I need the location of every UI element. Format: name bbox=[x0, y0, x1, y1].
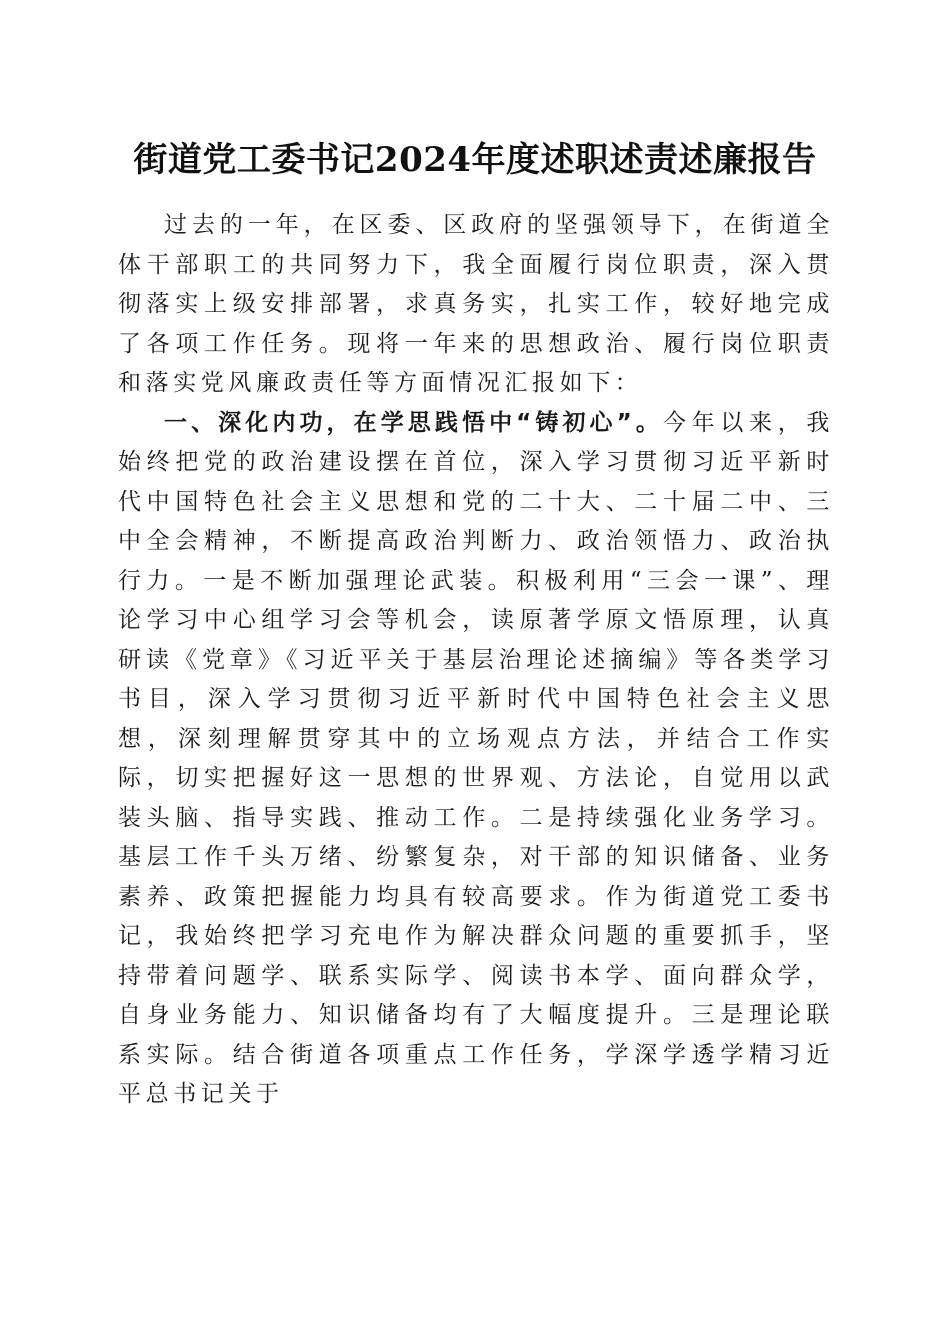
document-title: 街道党工委书记2024年度述职述责述廉报告 bbox=[133, 140, 817, 180]
section-heading-1: 一、深化内功，在学思践悟中“铸初心”。 bbox=[164, 409, 663, 436]
section-body-1: 今年以来，我始终把党的政治建设摆在首位，深入学习贯彻习近平新时代中国特色社会主义思想和党的二十大、二十届二中、三中全会精神，不断提高政治判断力、政治领悟力、政治执行力。一是不断加强理论武装。积极利用“三会一课”、理论学习中心组学习会等机会，读原著学原文悟原理，认真研读《党章》《习近平关于基层治理论述摘编》等各类学习书目，深入学习贯彻习近平新时代中国特色社会主义思想，深刻理解贯穿其中的立场观点方法，并结合工作实际，切实把握好这一思想的世界观、方法论，自觉用以武装头脑、指导实践、推动工作。二是持续强化业务学习。基层工作千头万绪、纷繁复杂，对干部的知识储备、业务素养、政策把握能力均具有较高要求。作为街道党工委书记，我始终把学习充电作为解决群众问题的重要抓手，坚持带着问题学、联系实际学、阅读书本学、面向群众学，自身业务能力、知识储备均有了大幅度提升。三是理论联系实际。结合街道各项重点工作任务，学深学透学精习近平总书记关于 bbox=[118, 409, 835, 1107]
section-paragraph-1 bbox=[118, 404, 834, 1115]
document-body bbox=[118, 206, 834, 1115]
intro-paragraph: 过去的一年，在区委、区政府的坚强领导下，在街道全体干部职工的共同努力下，我全面履行岗位职责，深入贯彻落实上级安排部署，求真务实，扎实工作，较好地完成了各项工作任务。现将一年来的思想政治、履行岗位职责和落实党风廉政责任等方面情况汇报如下： bbox=[118, 212, 834, 396]
